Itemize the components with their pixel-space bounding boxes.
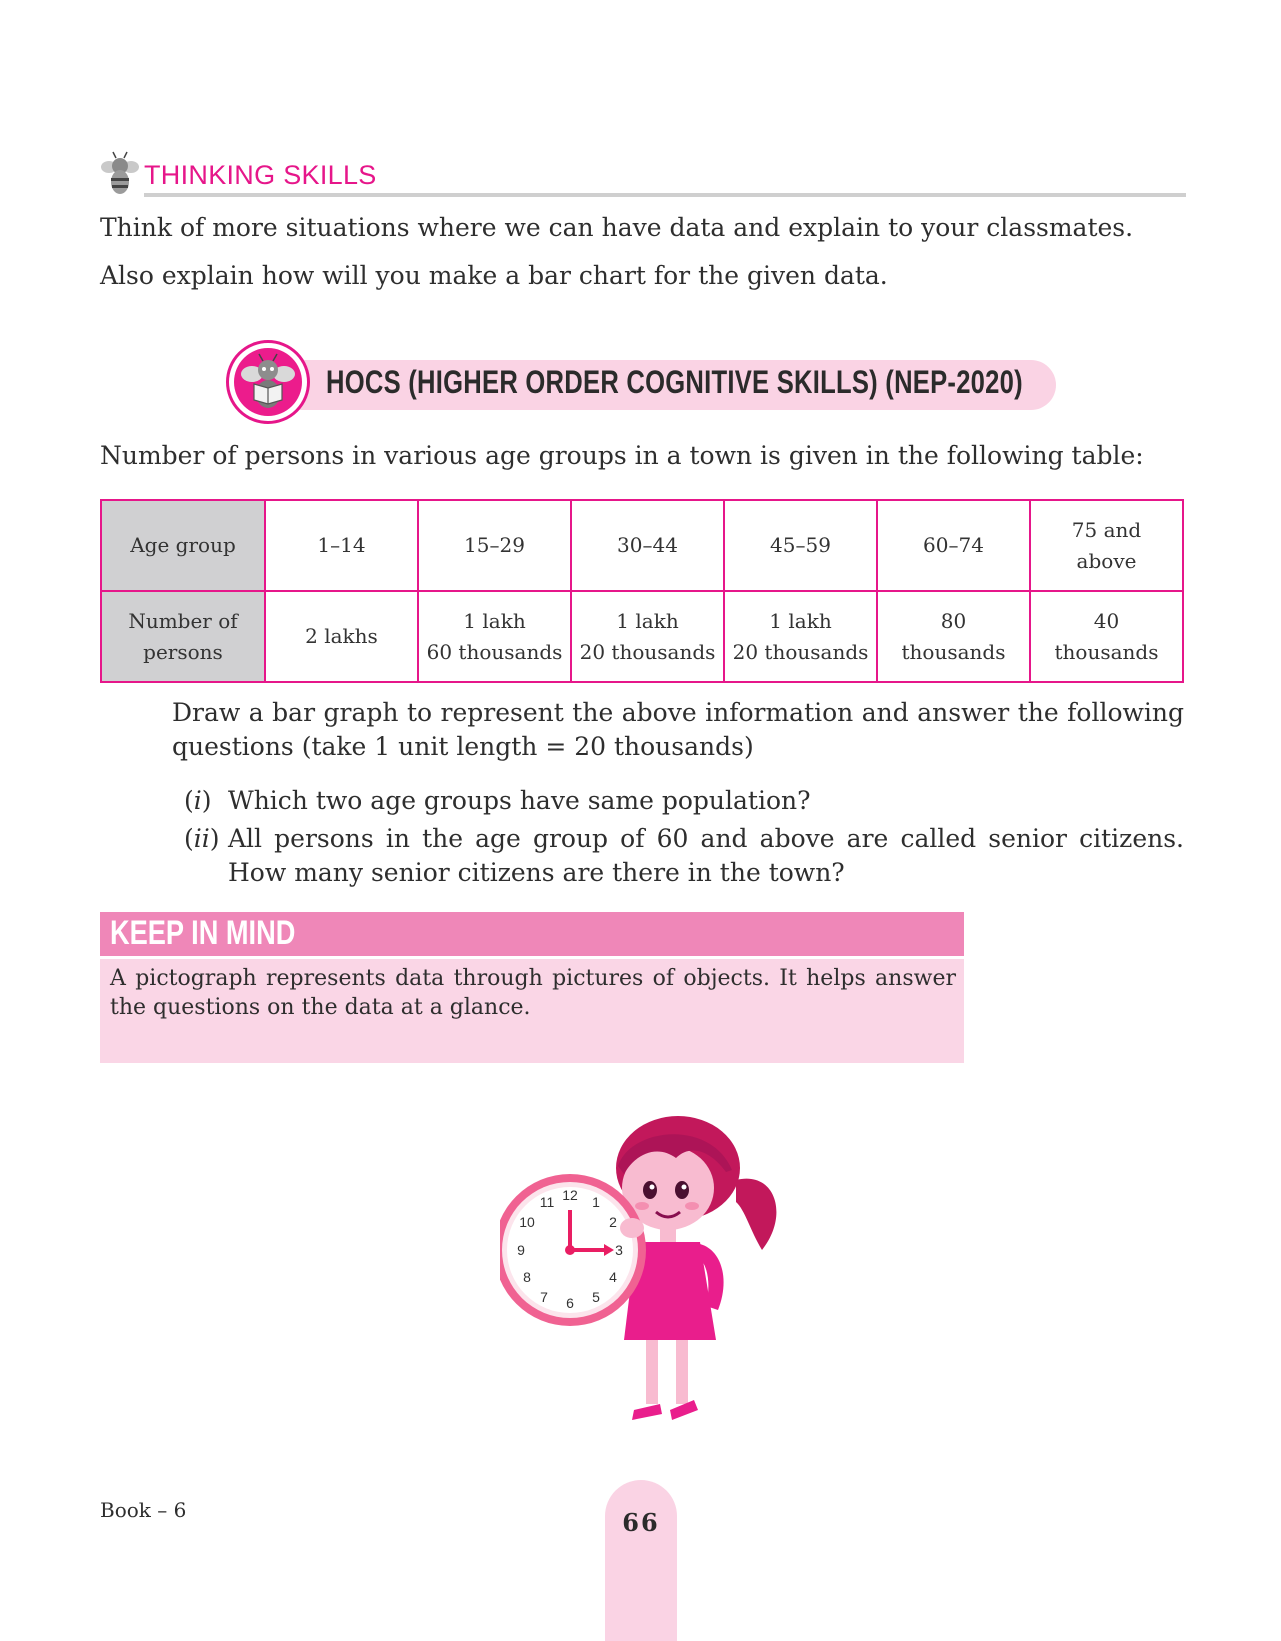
svg-text:6: 6: [566, 1295, 574, 1311]
question-1: [184, 784, 1184, 818]
row-header-age-group: Age group: [101, 500, 265, 591]
svg-text:7: 7: [540, 1289, 548, 1305]
keep-in-mind-title: KEEP IN MIND: [110, 914, 296, 952]
table-cell: 2 lakhs: [265, 591, 418, 682]
svg-text:8: 8: [523, 1269, 531, 1285]
table-row: [101, 591, 1183, 682]
table-cell: 15–29: [418, 500, 571, 591]
svg-text:11: 11: [539, 1194, 555, 1210]
table-cell: 1 lakh 60 thousands: [418, 591, 571, 682]
table-cell: 1 lakh 20 thousands: [724, 591, 877, 682]
table-cell: 45–59: [724, 500, 877, 591]
table-cell: 1 lakh 20 thousands: [571, 591, 724, 682]
age-group-table: [100, 499, 1184, 683]
svg-text:5: 5: [592, 1289, 600, 1305]
svg-text:3: 3: [615, 1242, 623, 1258]
question-1-number: (i): [184, 786, 212, 815]
thinking-skills-line-1: Think of more situations where we can have data and explain to your classmates.: [100, 213, 1134, 242]
table-row: [101, 500, 1183, 591]
svg-text:9: 9: [517, 1242, 525, 1258]
row-header-number-of-persons: Number of persons: [101, 591, 265, 682]
keep-in-mind-text: A pictograph represents data through pictures of objects. It helps answer the questions on the data at a glance.: [110, 966, 956, 1020]
book-label: Book – 6: [100, 1498, 187, 1522]
section-divider: [144, 193, 1186, 197]
table-cell: 30–44: [571, 500, 724, 591]
table-intro: Number of persons in various age groups in a town is given in the following table:: [100, 441, 1144, 470]
svg-text:10: 10: [519, 1214, 535, 1230]
question-2: [184, 822, 1184, 890]
page-number-tab: [605, 1480, 677, 1641]
table-cell: 1–14: [265, 500, 418, 591]
bee-icon: [100, 150, 140, 198]
svg-text:12: 12: [562, 1187, 578, 1203]
thinking-skills-title: THINKING SKILLS: [144, 160, 377, 190]
thinking-skills-line-2: Also explain how will you make a bar chart for the given data.: [100, 261, 888, 290]
table-cell: 40 thousands: [1030, 591, 1183, 682]
table-cell: 60–74: [877, 500, 1030, 591]
hocs-title: HOCS (HIGHER ORDER COGNITIVE SKILLS) (NEP-2020): [326, 364, 1023, 400]
girl-with-clock-illustration: [500, 1110, 840, 1470]
question-instruction: Draw a bar graph to represent the above information and answer the following questions (take 1 unit length = 20 thousands): [172, 698, 1184, 761]
table-cell: 80 thousands: [877, 591, 1030, 682]
table-cell: 75 and above: [1030, 500, 1183, 591]
svg-text:1: 1: [592, 1194, 600, 1210]
svg-text:4: 4: [609, 1269, 617, 1285]
page-number: 66: [622, 1508, 660, 1537]
question-1-text: Which two age groups have same population?: [228, 786, 811, 815]
svg-text:2: 2: [609, 1214, 617, 1230]
question-2-number: (ii): [184, 824, 220, 853]
question-2-text: All persons in the age group of 60 and above are called senior citizens. How many senior citizens are there in the town?: [228, 824, 1184, 887]
reading-bee-icon: [238, 350, 298, 414]
